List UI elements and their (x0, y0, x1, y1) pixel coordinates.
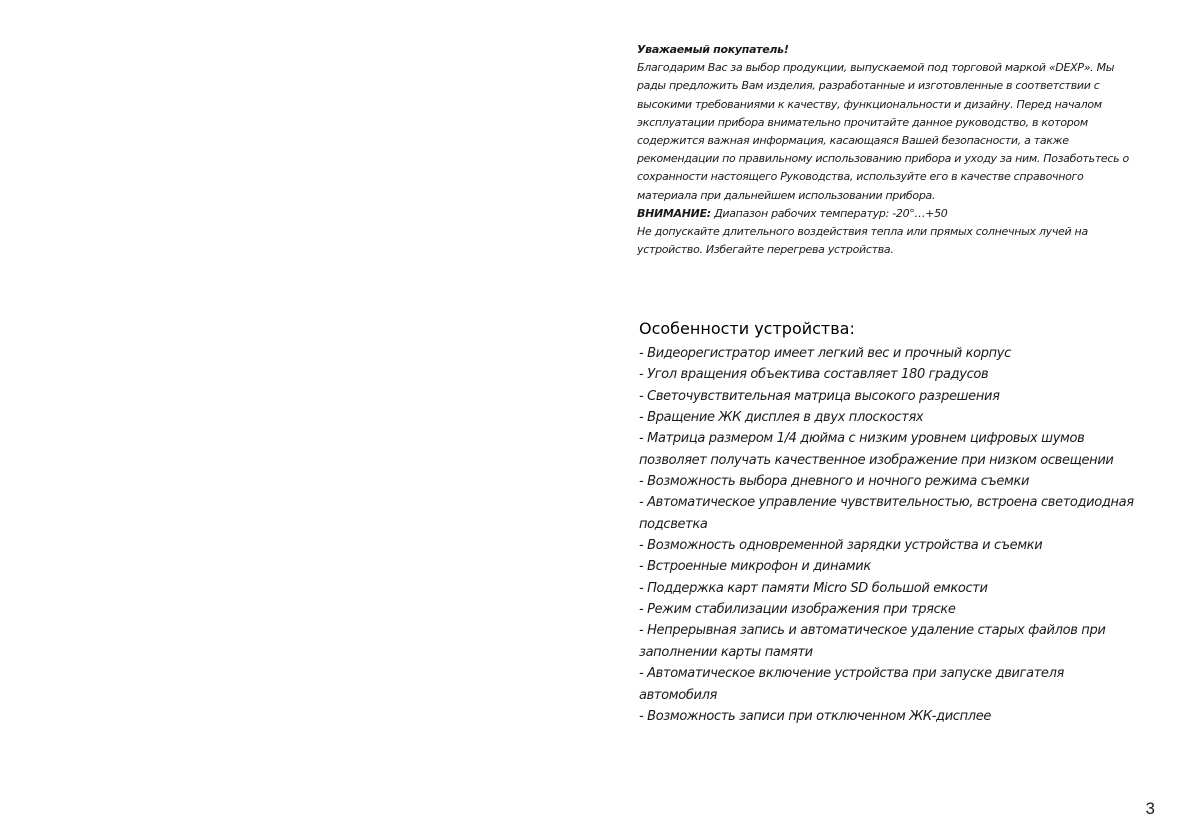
warning-label: ВНИМАНИЕ: (637, 206, 711, 220)
feature-item: - Светочувствительная матрица высокого разрешения (639, 388, 1000, 404)
feature-item: - Встроенные микрофон и динамик (639, 559, 871, 575)
feature-item: - Автоматическое управление чувствительностью, встроена светодиодная подсветка (639, 495, 1134, 532)
features-section (639, 318, 1139, 727)
feature-item: - Возможность выбора дневного и ночного режима съемки (639, 474, 1030, 490)
feature-item: - Непрерывная запись и автоматическое удаление старых файлов при заполнении карты памяти (639, 623, 1106, 660)
feature-item: - Возможность одновременной зарядки устройства и съемки (639, 538, 1043, 554)
feature-item: - Возможность записи при отключенном ЖК-дисплее (639, 708, 992, 724)
left-page-blank (0, 0, 595, 839)
page-number: 3 (1145, 799, 1155, 818)
warning-text: Диапазон рабочих температур: -20°…+50 (710, 206, 948, 220)
heat-note: Не допускайте длительного воздействия тепла или прямых солнечных лучей на устройство. Избегайте перегрева устройства. (637, 225, 1088, 257)
warning-line (637, 205, 1137, 223)
feature-item: - Вращение ЖК дисплея в двух плоскостях (639, 410, 924, 426)
features-title: Особенности устройства: (639, 319, 855, 338)
feature-item: - Автоматическое включение устройства при запуске двигателя автомобиля (639, 666, 1065, 703)
feature-item: - Поддержка карт памяти Micro SD большой емкости (639, 580, 988, 596)
feature-item: - Режим стабилизации изображения при тряске (639, 602, 956, 618)
intro-section (637, 41, 1137, 259)
features-list (639, 343, 1139, 727)
greeting-heading: Уважаемый покупатель! (637, 43, 789, 56)
feature-item: - Матрица размером 1/4 дюйма с низким уровнем цифровых шумов позволяет получать качественное изображение при низком освещении (639, 431, 1114, 468)
intro-paragraph: Благодарим Вас за выбор продукции, выпускаемой под торговой маркой «DEXP». Мы рады предложить Вам изделия, разработанные и изготовленные в соответствии с высокими требованиями к качеству, функциональности и дизайну. Перед началом эксплуатации прибора внимательно прочитайте данное руководство, в котором содержится важная информация, касающаяся Вашей безопасности, а также рекомендации по правильному использованию прибора и уходу за ним. Позаботьтесь о сохранности настоящего Руководства, используйте его в качестве справочного материала при дальнейшем использовании прибора. (637, 61, 1129, 202)
feature-item: - Видеорегистратор имеет легкий вес и прочный корпус (639, 346, 1011, 361)
right-page (596, 0, 1191, 839)
feature-item: - Угол вращения объектива составляет 180 градусов (639, 367, 989, 383)
